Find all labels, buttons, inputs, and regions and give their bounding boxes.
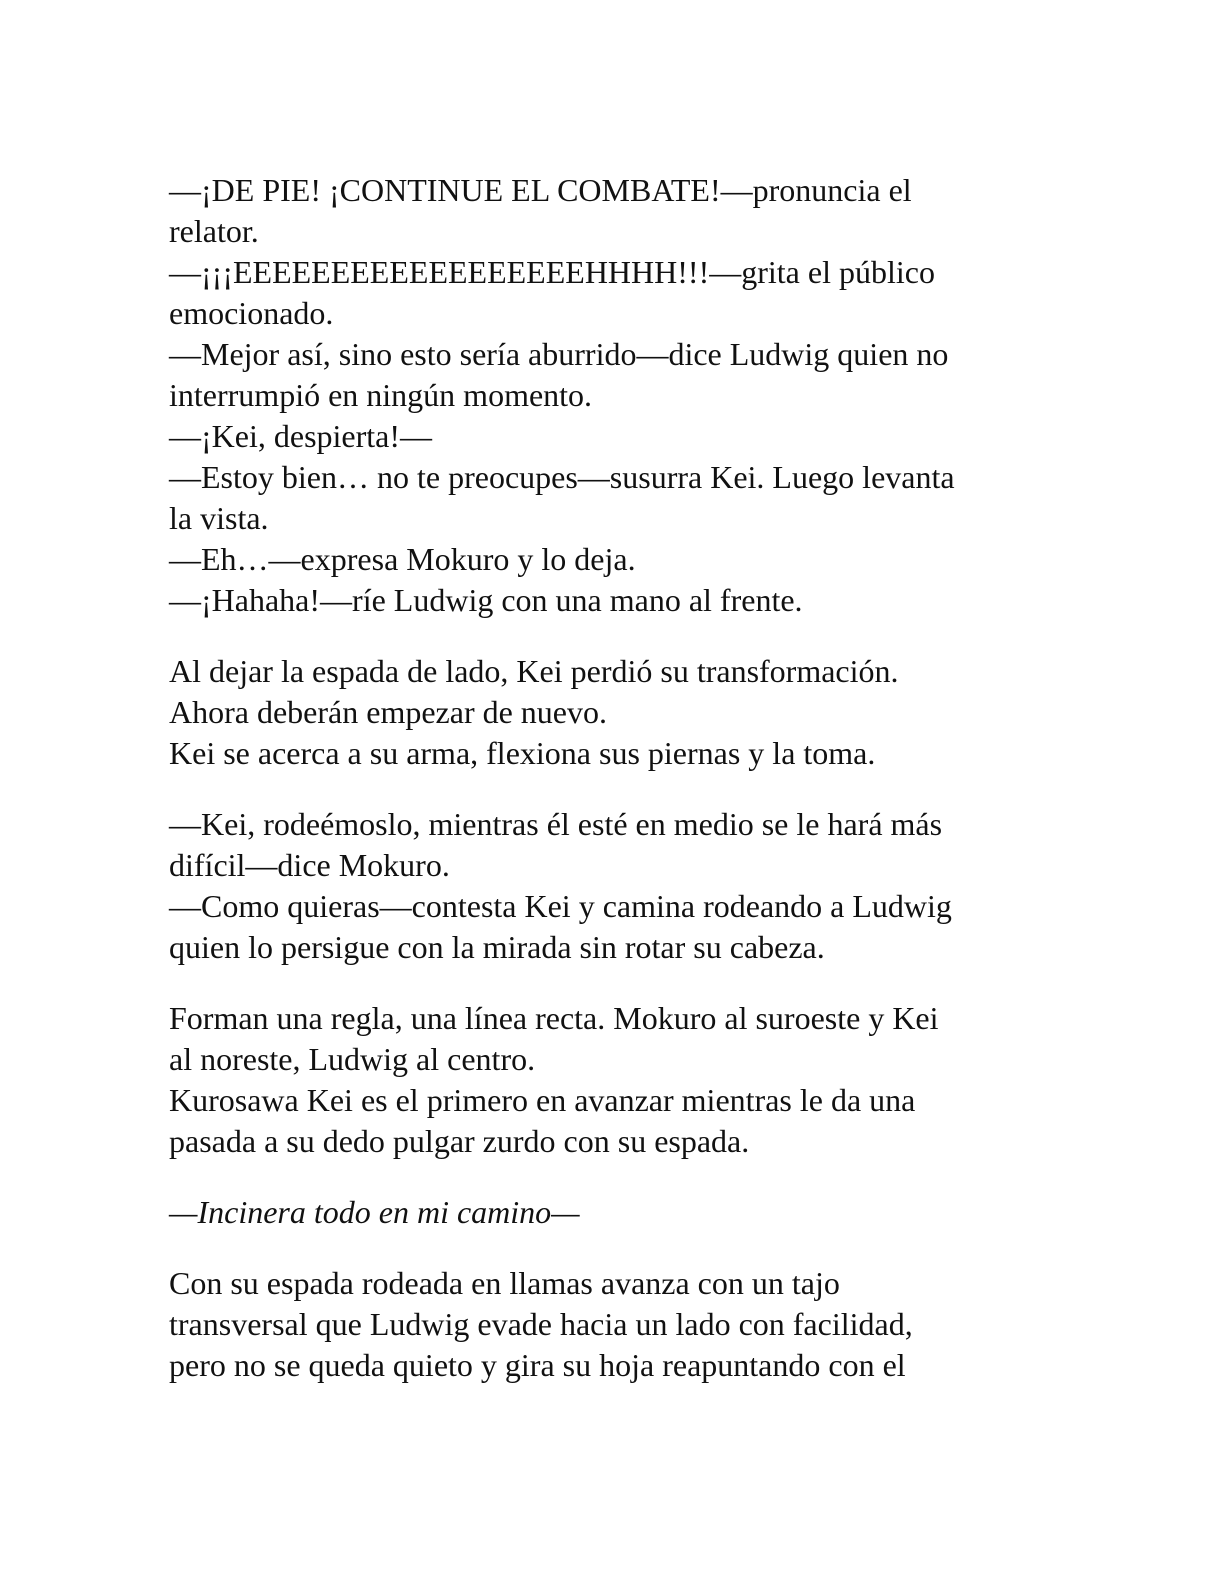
paragraph-gap [169, 1233, 1069, 1263]
text-line: —¡Hahaha!—ríe Ludwig con una mano al frente. [169, 582, 803, 618]
paragraph-gap [169, 1162, 1069, 1192]
text-line: Kurosawa Kei es el primero en avanzar mientras le da una [169, 1082, 916, 1118]
paragraph-gap [169, 621, 1069, 651]
text-line: —Kei, rodeémoslo, mientras él esté en medio se le hará más [169, 806, 943, 842]
text-line: difícil—dice Mokuro. [169, 847, 450, 883]
text-line: —¡DE PIE! ¡CONTINUE EL COMBATE!—pronuncia el [169, 172, 912, 208]
text-line: transversal que Ludwig evade hacia un lado con facilidad, [169, 1306, 913, 1342]
text-line: —Estoy bien… no te preocupes—susurra Kei. Luego levanta [169, 459, 955, 495]
paragraph-gap [169, 968, 1069, 998]
paragraph-gap [169, 774, 1069, 804]
text-line: emocionado. [169, 295, 334, 331]
text-line: Con su espada rodeada en llamas avanza con un tajo [169, 1265, 840, 1301]
text-line: relator. [169, 213, 259, 249]
text-line: —¡¡¡EEEEEEEEEEEEEEEEEEHHHH!!!—grita el público [169, 254, 935, 290]
text-line: interrumpió en ningún momento. [169, 377, 593, 413]
italic-text-line: —Incinera todo en mi camino— [169, 1194, 580, 1230]
text-line: Al dejar la espada de lado, Kei perdió su transformación. [169, 653, 899, 689]
text-line: —Como quieras—contesta Kei y camina rodeando a Ludwig [169, 888, 952, 924]
text-line: Ahora deberán empezar de nuevo. [169, 694, 607, 730]
text-line: pasada a su dedo pulgar zurdo con su espada. [169, 1123, 750, 1159]
text-line: —Mejor así, sino esto sería aburrido—dice Ludwig quien no [169, 336, 949, 372]
text-line: la vista. [169, 500, 269, 536]
document-page [169, 170, 1069, 1386]
text-line: quien lo persigue con la mirada sin rotar su cabeza. [169, 929, 825, 965]
text-line: Kei se acerca a su arma, flexiona sus piernas y la toma. [169, 735, 876, 771]
text-line: al noreste, Ludwig al centro. [169, 1041, 536, 1077]
text-line: pero no se queda quieto y gira su hoja reapuntando con el [169, 1347, 906, 1383]
text-line: —Eh…—expresa Mokuro y lo deja. [169, 541, 636, 577]
text-line: —¡Kei, despierta!— [169, 418, 433, 454]
text-line: Forman una regla, una línea recta. Mokuro al suroeste y Kei [169, 1000, 939, 1036]
